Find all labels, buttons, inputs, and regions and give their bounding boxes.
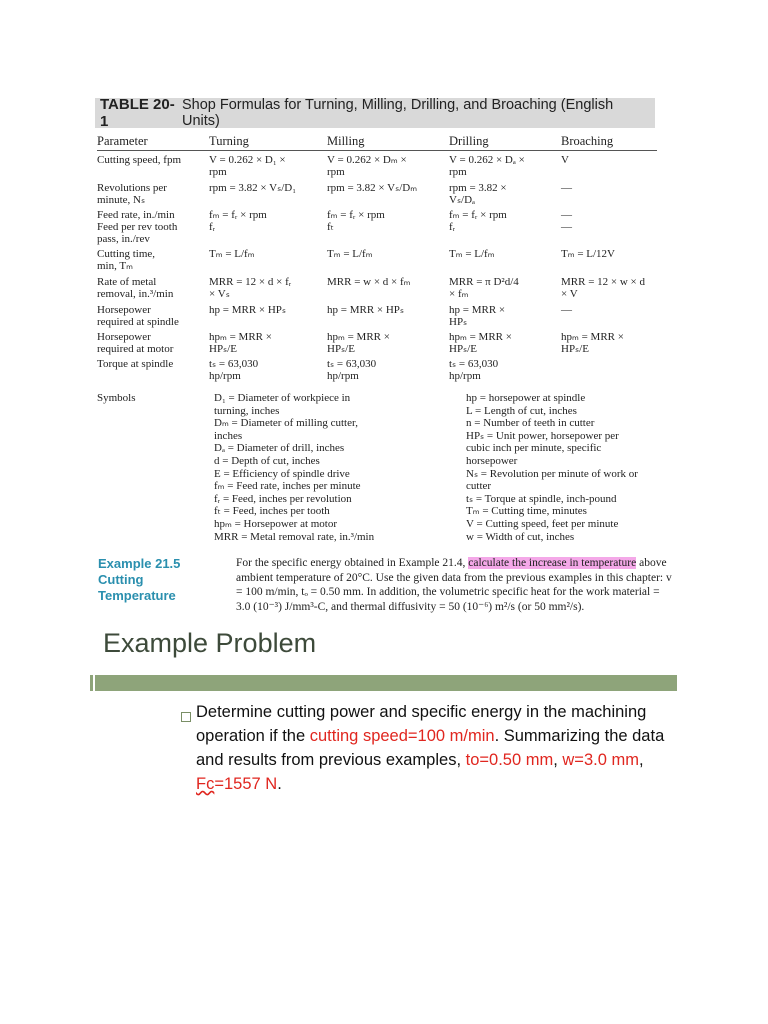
table-cell: fₘ = fᵣ × rpm fᵣ xyxy=(449,209,507,233)
example-label: Example 21.5 Cutting Temperature xyxy=(98,556,181,603)
table-cell: Tₘ = L/12V xyxy=(561,248,615,260)
example-text-part: above ambient temperature of 20°C. Use the given data from the previous examples in this chapter: v = 100 m/min, tₒ = 0.50 mm. In addition, the volumetric specific heat for the work material = 3.0 (10⁻³) J/mm³-C, and thermal diffusivity = 50 (10⁻⁶) m²/s (or 50 mm²/s). xyxy=(236,557,672,613)
table-cell: hpₘ = MRR × HPₛ/E xyxy=(327,331,390,355)
table-header xyxy=(95,98,655,128)
symbols-list-right: hp = horsepower at spindle L = Length of cut, inches n = Number of teeth in cutter HPₛ = Unit power, horsepower per cubic inch per minute, specific horsepower Nₛ = Revolution per minute of work or cutter tₛ = Torque at spindle, inch-pound Tₘ = Cutting time, minutes V = Cutting speed, feet per minute w = Width of cut, inches xyxy=(466,392,638,543)
table-cell: rpm = 3.82 × Vₛ/D₁ xyxy=(209,182,297,194)
column-header: Milling xyxy=(327,134,365,148)
bullet-text xyxy=(196,700,666,796)
text-run: , xyxy=(553,751,563,769)
table-cell: hpₘ = MRR × HPₛ/E xyxy=(209,331,272,355)
table-title: Shop Formulas for Turning, Milling, Drilling, and Broaching (English Units) xyxy=(181,97,614,129)
table-cell: MRR = 12 × d × fᵣ × Vₛ xyxy=(209,276,292,300)
table-cell: V = 0.262 × Dₐ × rpm xyxy=(449,154,525,178)
emphasis-text: =1557 N xyxy=(214,775,278,793)
table-cell: Cutting speed, fpm xyxy=(97,154,182,166)
table-cell: hp = MRR × HPₛ xyxy=(327,304,405,316)
column-header: Drilling xyxy=(449,134,489,148)
table-cell: MRR = π D²d/4 × fₘ xyxy=(449,276,519,300)
table-cell: Torque at spindle xyxy=(97,358,174,370)
table-cell: tₛ = 63,030 hp/rpm xyxy=(327,358,377,382)
title-divider-bar xyxy=(95,675,677,691)
symbols-list-left: D₁ = Diameter of workpiece in turning, inches Dₘ = Diameter of milling cutter, inches Dₐ = Diameter of drill, inches d = Depth of cut, inches E = Efficiency of spindle drive fₘ = Feed rate, inches per minute fᵣ = Feed, inches per revolution fₜ = Feed, inches per tooth hpₘ = Horsepower at motor MRR = Metal removal rate, in.³/min xyxy=(214,392,375,543)
example-text xyxy=(236,556,676,614)
table-cell: V = 0.262 × Dₘ × rpm xyxy=(327,154,407,178)
emphasis-text: to=0.50 mm xyxy=(465,751,554,769)
table-cell: Cutting time, min, Tₘ xyxy=(97,248,156,272)
table-cell: fₘ = fᵣ × rpm fₜ xyxy=(327,209,385,233)
table-number: TABLE 20-1 xyxy=(100,96,175,130)
table-cell: hpₘ = MRR × HPₛ/E xyxy=(561,331,624,355)
column-header: Parameter xyxy=(97,134,148,148)
table-cell: V = 0.262 × D₁ × rpm xyxy=(209,154,286,178)
table-cell: hp = MRR × HPₛ xyxy=(449,304,506,328)
table-cell: — xyxy=(561,304,572,316)
emphasis-text: Fc xyxy=(196,775,215,793)
table-cell: rpm = 3.82 × Vₛ/Dₘ xyxy=(327,182,418,194)
table-cell: Horsepower required at motor xyxy=(97,331,174,355)
table-cell: tₛ = 63,030 hp/rpm xyxy=(449,358,499,382)
highlighted-text: calculate the increase in temperature xyxy=(468,557,637,569)
table-cell: Rate of metal removal, in.³/min xyxy=(97,276,174,300)
table-cell: Tₘ = L/fₘ xyxy=(449,248,495,260)
column-header: Broaching xyxy=(561,134,614,148)
bullet-square-icon xyxy=(181,712,191,722)
table-cell: Feed rate, in./min Feed per rev tooth pass, in./rev xyxy=(97,209,178,245)
text-run: , xyxy=(638,751,644,769)
table-cell: MRR = 12 × w × d × V xyxy=(561,276,646,300)
text-run: Determine cutting power and specific energy in the machining operation if the xyxy=(196,703,647,745)
symbols-label: Symbols xyxy=(97,392,136,404)
header-divider xyxy=(97,150,657,151)
emphasis-text: w=3.0 mm xyxy=(562,751,639,769)
text-run: . xyxy=(277,775,282,793)
table-cell: fₘ = fᵣ × rpm fᵣ xyxy=(209,209,267,233)
column-header: Turning xyxy=(209,134,249,148)
table-cell: Tₘ = L/fₘ xyxy=(327,248,373,260)
table-cell: V xyxy=(561,154,569,166)
example-text-part: For the specific energy obtained in Example 21.4, xyxy=(236,557,469,569)
table-cell: tₛ = 63,030 hp/rpm xyxy=(209,358,259,382)
slide-title: Example Problem xyxy=(103,628,317,658)
table-cell: — — xyxy=(561,209,572,233)
emphasis-text: cutting speed=100 m/min xyxy=(309,727,495,745)
table-cell: Horsepower required at spindle xyxy=(97,304,179,328)
table-cell: Tₘ = L/fₘ xyxy=(209,248,255,260)
table-cell: Revolutions per minute, Nₛ xyxy=(97,182,167,206)
table-cell: rpm = 3.82 × Vₛ/Dₐ xyxy=(449,182,507,206)
title-bar-marker xyxy=(90,675,93,691)
table-column-headers xyxy=(97,132,657,150)
table-cell: hp = MRR × HPₛ xyxy=(209,304,287,316)
table-cell: hpₘ = MRR × HPₛ/E xyxy=(449,331,512,355)
table-cell: — xyxy=(561,182,572,194)
text-run: . Summarizing the data and results from previous examples, xyxy=(196,727,665,769)
table-cell: MRR = w × d × fₘ xyxy=(327,276,411,288)
